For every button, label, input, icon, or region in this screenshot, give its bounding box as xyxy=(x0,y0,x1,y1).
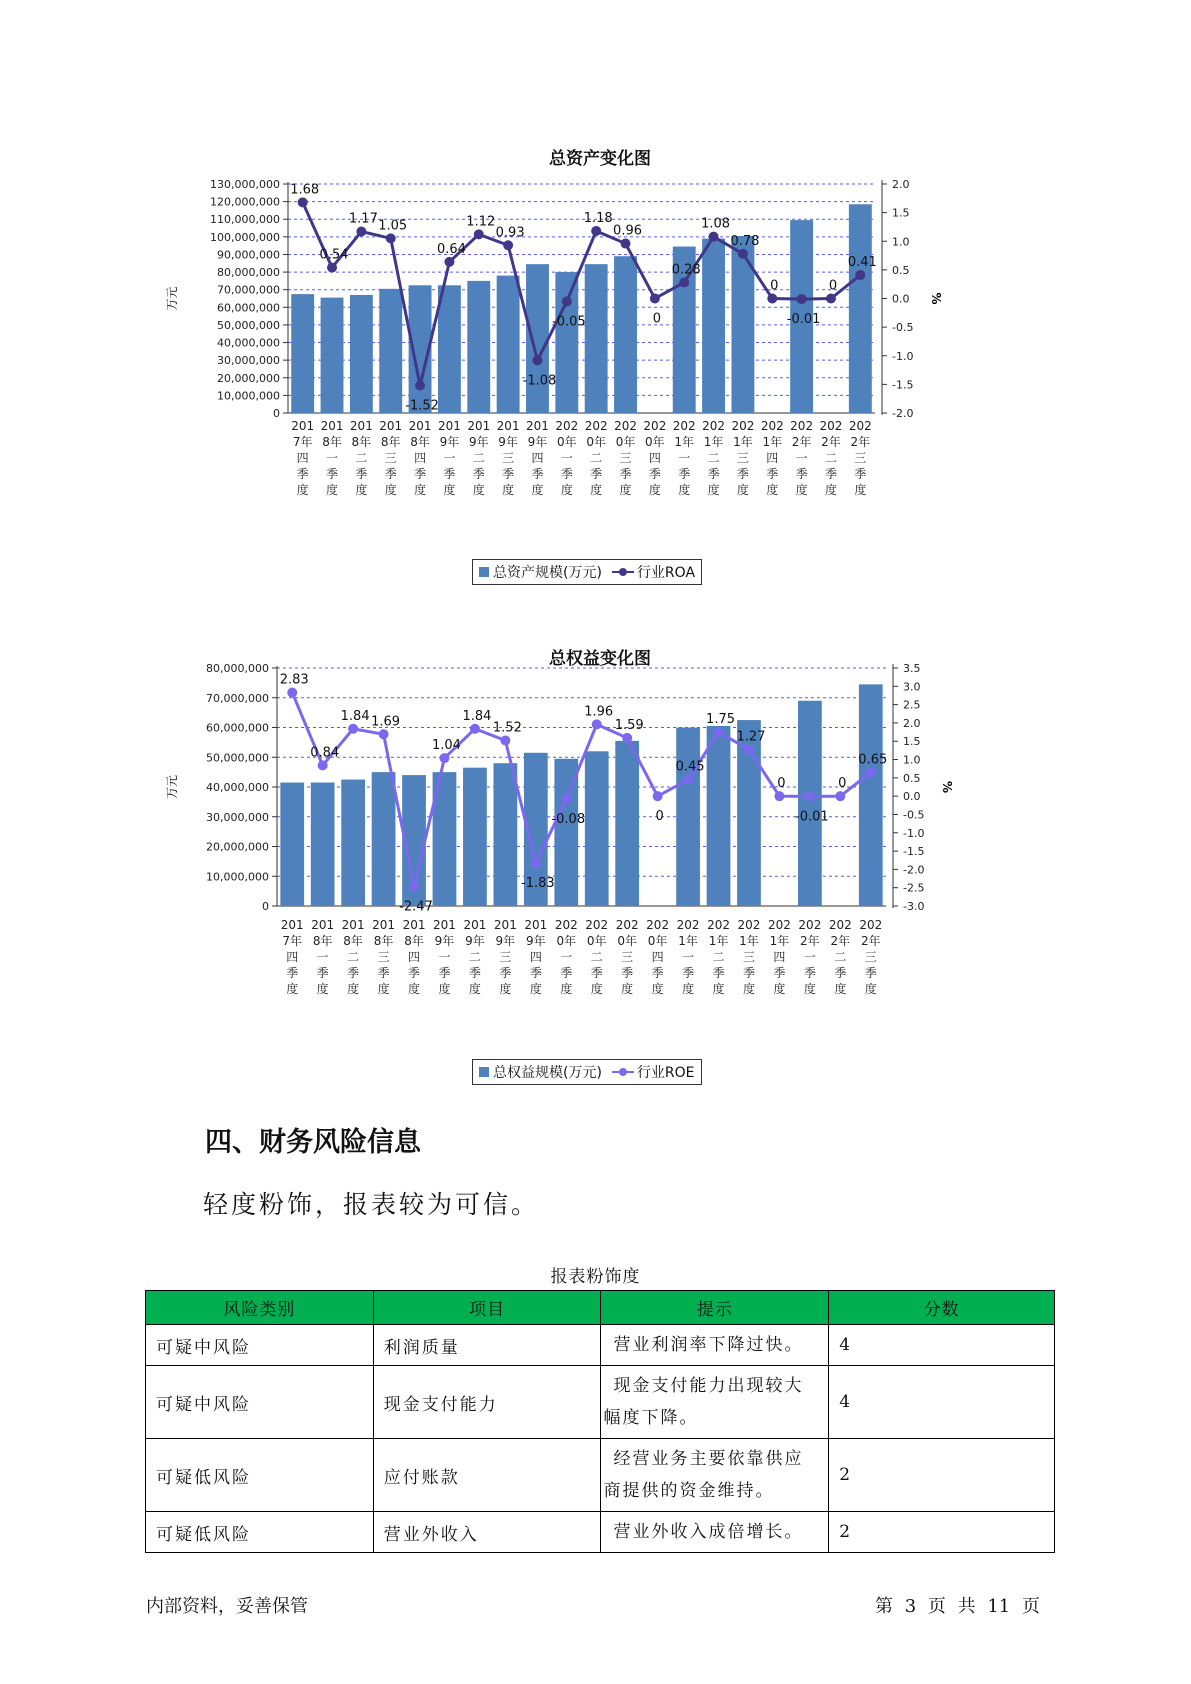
total-assets-chart xyxy=(150,140,1050,600)
data-label: 0.28 xyxy=(671,262,701,278)
data-point xyxy=(709,232,719,242)
x-tick-label: 201 9年一季度 xyxy=(437,419,461,497)
data-label: 0 xyxy=(777,776,786,792)
x-tick-label: 202 0年三季度 xyxy=(615,918,639,996)
x-tick-label: 202 0年一季度 xyxy=(555,419,579,497)
data-point xyxy=(386,233,396,243)
y-tick-label: 120,000,000 xyxy=(210,195,280,209)
data-point xyxy=(470,724,480,734)
y2-tick-label: -2.0 xyxy=(903,863,925,877)
x-tick-label: 202 1年一季度 xyxy=(676,918,700,996)
y2-tick-label: 3.5 xyxy=(903,662,921,675)
total-equity-chart xyxy=(150,640,1050,1100)
x-tick-label: 202 2年一季度 xyxy=(798,918,822,996)
y-tick-label: 100,000,000 xyxy=(210,230,280,244)
cell-tip: 现金支付能力出现较大幅度下降。 xyxy=(601,1366,829,1439)
x-tick-label: 201 8年二季度 xyxy=(341,918,365,996)
x-tick-label: 201 8年四季度 xyxy=(408,419,432,497)
y-tick-label: 10,000,000 xyxy=(206,870,269,884)
x-tick-label: 201 9年二季度 xyxy=(463,918,487,996)
cell-category: 可疑中风险 xyxy=(146,1325,374,1366)
cell-score: 4 xyxy=(829,1325,1055,1366)
data-label: 1.04 xyxy=(431,738,461,754)
data-label: 0.93 xyxy=(495,225,525,241)
bar xyxy=(849,204,872,413)
bar xyxy=(798,701,822,906)
x-tick-label: 201 9年四季度 xyxy=(526,419,549,497)
table-row xyxy=(146,1325,1055,1366)
y2-tick-label: -2.5 xyxy=(903,881,925,895)
y2-tick-label: 1.5 xyxy=(903,735,921,749)
data-label: 1.84 xyxy=(462,708,492,724)
y-tick-label: 70,000,000 xyxy=(217,283,280,297)
y2-tick-label: 3.0 xyxy=(903,680,921,694)
y-tick-label: 90,000,000 xyxy=(217,248,280,262)
x-tick-label: 201 9年四季度 xyxy=(524,918,548,996)
table-row xyxy=(146,1512,1055,1553)
data-point xyxy=(503,240,513,250)
bar xyxy=(280,783,304,906)
y2-tick-label: -2.0 xyxy=(892,407,914,420)
data-point xyxy=(797,294,807,304)
data-label: -1.83 xyxy=(521,876,555,892)
chart-legend xyxy=(472,559,702,585)
bar xyxy=(615,741,639,906)
data-label: -0.08 xyxy=(551,812,586,828)
cell-category: 可疑中风险 xyxy=(146,1366,374,1439)
x-tick-label: 202 2年三季度 xyxy=(848,419,872,497)
bar xyxy=(702,239,725,413)
y-tick-label: 50,000,000 xyxy=(206,751,269,765)
legend-line-label: 行业ROA xyxy=(636,565,696,581)
legend-line-swatch xyxy=(612,567,634,577)
y-tick-label: 20,000,000 xyxy=(217,371,280,385)
data-point xyxy=(855,270,865,280)
x-tick-label: 202 0年一季度 xyxy=(554,918,578,996)
data-point xyxy=(298,197,308,207)
bar xyxy=(438,285,461,413)
y-tick-label: 0 xyxy=(262,900,269,913)
x-tick-label: 202 0年四季度 xyxy=(646,918,670,996)
legend-line-swatch xyxy=(612,1067,634,1077)
y-tick-label: 0 xyxy=(273,407,280,420)
legend-line-label: 行业ROE xyxy=(636,1065,695,1081)
x-tick-label: 201 8年一季度 xyxy=(311,918,335,996)
x-tick-label: 202 0年二季度 xyxy=(584,419,608,497)
data-point xyxy=(621,239,631,249)
data-point xyxy=(348,724,358,734)
data-point xyxy=(327,263,337,273)
y2-tick-label: 1.0 xyxy=(892,235,910,249)
x-tick-label: 201 9年三季度 xyxy=(496,419,520,497)
header-tip: 提示 xyxy=(601,1291,829,1325)
y2-tick-label: 1.0 xyxy=(903,753,921,767)
table-header-row xyxy=(146,1291,1055,1325)
chart-title: 总权益变化图 xyxy=(549,649,651,669)
cell-tip: 经营业务主要依靠供应商提供的资金维持。 xyxy=(601,1439,829,1512)
data-point xyxy=(409,882,419,892)
x-tick-label: 201 9年三季度 xyxy=(493,918,517,996)
data-label: 1.68 xyxy=(290,182,320,198)
chart-svg xyxy=(150,662,1050,1090)
data-label: 0 xyxy=(828,278,838,294)
data-label: 0.64 xyxy=(436,241,466,257)
data-label: 0.65 xyxy=(858,752,888,768)
data-label: -0.01 xyxy=(795,809,829,825)
data-label: 0 xyxy=(770,278,779,294)
x-tick-label: 201 9年二季度 xyxy=(467,419,491,497)
y-tick-label: 80,000,000 xyxy=(217,266,280,280)
x-tick-label: 202 2年二季度 xyxy=(828,918,852,996)
table-row xyxy=(146,1366,1055,1439)
y-tick-label: 30,000,000 xyxy=(206,810,269,824)
bar xyxy=(350,295,373,413)
bar xyxy=(859,684,883,906)
x-tick-label: 202 2年三季度 xyxy=(859,918,883,996)
bar xyxy=(731,236,754,413)
data-point xyxy=(835,791,845,801)
cell-item: 应付账款 xyxy=(373,1439,601,1512)
y2-tick-label: 0.5 xyxy=(892,263,910,277)
x-tick-label: 202 1年四季度 xyxy=(760,419,784,497)
bar xyxy=(379,289,402,413)
bar xyxy=(493,763,517,906)
y2-tick-label: 0.5 xyxy=(903,771,921,785)
y-tick-label: 50,000,000 xyxy=(217,318,280,332)
bar xyxy=(311,783,335,906)
data-point xyxy=(287,688,297,698)
x-tick-label: 201 8年一季度 xyxy=(320,419,344,497)
data-point xyxy=(500,735,510,745)
y-tick-label: 20,000,000 xyxy=(206,840,269,854)
data-point xyxy=(356,227,366,237)
y-tick-label: 80,000,000 xyxy=(206,662,269,675)
x-tick-label: 202 1年三季度 xyxy=(737,918,761,996)
y-tick-label: 110,000,000 xyxy=(210,213,280,227)
data-label: -0.05 xyxy=(552,314,586,330)
bar xyxy=(463,768,487,906)
y2-tick-label: 0.0 xyxy=(903,790,921,804)
data-label: 1.75 xyxy=(706,712,736,728)
bar xyxy=(585,264,608,413)
data-point xyxy=(379,729,389,739)
x-tick-label: 201 8年二季度 xyxy=(349,419,373,497)
legend-bar-swatch xyxy=(479,1067,489,1077)
x-tick-label: 201 9年一季度 xyxy=(433,918,456,996)
data-label: 1.12 xyxy=(466,214,496,230)
cell-score: 2 xyxy=(829,1439,1055,1512)
data-point xyxy=(714,727,724,737)
y2-axis-label: % xyxy=(929,292,943,305)
data-point xyxy=(532,355,542,365)
data-point xyxy=(805,792,815,802)
cell-item: 营业外收入 xyxy=(373,1512,601,1553)
bar xyxy=(676,728,700,907)
data-point xyxy=(744,745,754,755)
bar xyxy=(321,298,344,413)
section-heading: 四、财务风险信息 xyxy=(205,1127,421,1158)
y-tick-label: 30,000,000 xyxy=(217,354,280,368)
chart-svg xyxy=(150,170,1050,590)
data-point xyxy=(592,719,602,729)
data-label: 1.59 xyxy=(614,717,644,733)
y-axis-label: 万元 xyxy=(165,286,179,311)
cell-tip: 营业利润率下降过快。 xyxy=(601,1325,829,1366)
x-tick-label: 202 1年四季度 xyxy=(767,918,791,996)
data-point xyxy=(679,277,689,287)
y2-tick-label: -1.0 xyxy=(903,826,925,840)
bar xyxy=(526,264,549,413)
y-tick-label: 10,000,000 xyxy=(217,389,280,403)
y-axis-label: 万元 xyxy=(165,774,179,800)
data-label: 1.05 xyxy=(378,218,408,234)
data-point xyxy=(774,791,784,801)
cell-score: 2 xyxy=(829,1512,1055,1553)
x-tick-label: 201 7年四季度 xyxy=(291,419,315,497)
bar xyxy=(707,726,731,906)
data-label: 1.84 xyxy=(340,708,370,724)
data-label: -1.52 xyxy=(405,398,439,414)
data-point xyxy=(650,294,660,304)
data-label: 0.54 xyxy=(319,247,349,263)
data-label: 0 xyxy=(655,809,664,825)
legend-bar-swatch xyxy=(479,567,489,577)
data-point xyxy=(738,249,748,259)
data-label: 1.69 xyxy=(371,714,401,730)
y-tick-label: 60,000,000 xyxy=(206,721,269,735)
cell-tip: 营业外收入成倍增长。 xyxy=(601,1512,829,1553)
data-label: 1.27 xyxy=(736,729,766,745)
x-tick-label: 201 7年四季度 xyxy=(280,918,304,996)
y-tick-label: 40,000,000 xyxy=(217,336,280,350)
data-point xyxy=(562,296,572,306)
footer-confidential: 内部资料，妥善保管 xyxy=(146,1596,308,1617)
x-tick-label: 201 8年四季度 xyxy=(402,918,426,996)
data-label: -2.47 xyxy=(399,899,433,915)
x-tick-label: 202 0年四季度 xyxy=(643,419,667,497)
x-tick-label: 202 1年二季度 xyxy=(707,918,730,996)
cell-item: 利润质量 xyxy=(373,1325,601,1366)
y2-tick-label: -1.5 xyxy=(892,378,914,392)
x-tick-label: 201 8年三季度 xyxy=(372,918,396,996)
y2-tick-label: -1.5 xyxy=(903,845,925,859)
data-point xyxy=(826,294,836,304)
y2-tick-label: -0.5 xyxy=(892,321,914,335)
data-label: -1.08 xyxy=(522,373,557,389)
risk-table xyxy=(145,1290,1055,1553)
y2-tick-label: 2.0 xyxy=(903,716,921,730)
data-label: 2.83 xyxy=(279,672,309,688)
data-label: -0.01 xyxy=(786,312,821,328)
chart-legend xyxy=(472,1059,702,1085)
bar xyxy=(372,772,396,906)
y-tick-label: 70,000,000 xyxy=(206,691,269,705)
x-tick-label: 202 0年三季度 xyxy=(614,419,637,497)
bar xyxy=(341,780,365,906)
footer-page-number: 第 3 页 共 11 页 xyxy=(875,1596,1040,1617)
risk-summary: 轻度粉饰，报表较为可信。 xyxy=(203,1190,540,1219)
x-tick-label: 202 1年三季度 xyxy=(731,419,755,497)
data-label: 1.08 xyxy=(701,216,731,232)
bar xyxy=(291,294,314,413)
x-tick-label: 202 1年一季度 xyxy=(672,419,696,497)
data-point xyxy=(591,226,601,236)
data-point xyxy=(415,381,425,391)
y-tick-label: 130,000,000 xyxy=(210,178,280,191)
header-score: 分数 xyxy=(829,1291,1055,1325)
bar xyxy=(467,281,490,413)
data-label: 0.78 xyxy=(730,233,760,249)
data-point xyxy=(318,760,328,770)
y2-tick-label: 2.5 xyxy=(903,698,921,712)
data-label: 1.18 xyxy=(583,210,613,226)
data-label: 1.17 xyxy=(348,211,378,227)
data-label: 0.96 xyxy=(613,223,643,239)
data-point xyxy=(561,794,571,804)
data-point xyxy=(622,733,632,743)
y2-tick-label: 0.0 xyxy=(892,292,910,306)
x-tick-label: 202 1年二季度 xyxy=(702,419,726,497)
bar xyxy=(614,256,637,413)
legend-bar-label: 总资产规模(万元) xyxy=(493,565,602,581)
header-item: 项目 xyxy=(373,1291,601,1325)
bar xyxy=(555,272,578,413)
bar xyxy=(497,276,520,413)
data-point xyxy=(474,229,484,239)
y2-axis-label: % xyxy=(940,780,954,794)
data-point xyxy=(866,767,876,777)
x-tick-label: 202 2年二季度 xyxy=(819,419,843,497)
data-label: 1.52 xyxy=(492,720,522,736)
data-label: 1.96 xyxy=(584,704,614,720)
y-tick-label: 60,000,000 xyxy=(217,301,280,315)
data-label: 0.84 xyxy=(310,745,340,761)
cell-category: 可疑低风险 xyxy=(146,1512,374,1553)
cell-score: 4 xyxy=(829,1366,1055,1439)
data-point xyxy=(531,858,541,868)
x-tick-label: 201 8年三季度 xyxy=(379,419,403,497)
data-label: 0 xyxy=(838,776,847,792)
cell-item: 现金支付能力 xyxy=(373,1366,601,1439)
header-category: 风险类别 xyxy=(146,1291,374,1325)
y2-tick-label: 1.5 xyxy=(892,206,910,220)
y-tick-label: 40,000,000 xyxy=(206,781,269,794)
data-point xyxy=(653,791,663,801)
y2-tick-label: 2.0 xyxy=(892,178,910,191)
data-label: 0.41 xyxy=(847,255,877,271)
data-label: 0 xyxy=(652,311,662,327)
legend-bar-label: 总权益规模(万元) xyxy=(493,1065,602,1081)
data-label: 0.45 xyxy=(675,759,705,775)
data-point xyxy=(683,775,693,785)
chart-title: 总资产变化图 xyxy=(549,149,651,169)
y2-tick-label: -0.5 xyxy=(903,808,925,822)
y2-tick-label: -3.0 xyxy=(903,900,925,913)
cell-category: 可疑低风险 xyxy=(146,1439,374,1512)
table-caption: 报表粉饰度 xyxy=(550,1267,641,1287)
y2-tick-label: -1.0 xyxy=(892,349,914,363)
data-point xyxy=(439,753,449,763)
data-point xyxy=(444,257,454,267)
x-tick-label: 202 2年一季度 xyxy=(790,419,814,497)
table-row xyxy=(146,1439,1055,1512)
x-tick-label: 202 0年二季度 xyxy=(585,918,609,996)
data-point xyxy=(767,294,777,304)
bar xyxy=(585,751,609,906)
